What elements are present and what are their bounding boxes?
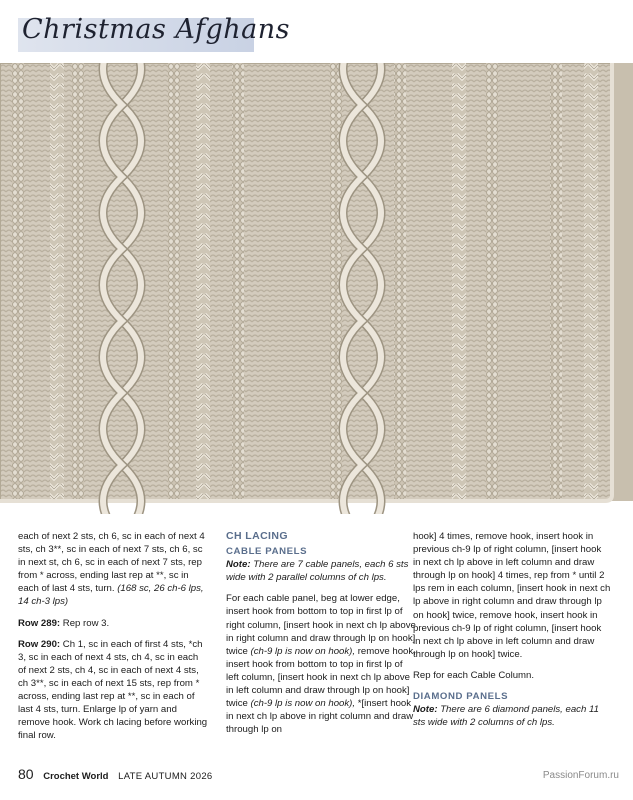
text-column-3 <box>413 530 611 737</box>
bobble-column <box>550 63 562 499</box>
paragraph: hook] 4 times, remove hook, insert hook in previous ch-9 lp of right column, [insert hook in next ch lp above in left column and draw through lp on hook] 4 times, rep from * until 2 lps rem in each column, [insert hook in next ch lp above in right column and draw through lp on hook] twice, remove hook, insert hook in previous ch-9 lp of right column, [insert hook in next ch lp above in left column and draw through lp on hook] twice. <box>413 531 611 660</box>
page-header-title: Christmas Afghans <box>22 14 290 45</box>
section-heading: CH LACING <box>226 530 288 542</box>
bobble-column <box>168 63 180 499</box>
bobble-column <box>232 63 244 499</box>
page-number: 80 <box>18 766 34 782</box>
bobble-column <box>394 63 406 499</box>
note: Note: There are 7 cable panels, each 6 sts wide with 2 parallel columns of ch lps. <box>226 559 409 584</box>
text-column-1 <box>18 530 208 750</box>
afghan-texture-image <box>0 63 633 514</box>
bobble-column <box>72 63 84 499</box>
bobble-column <box>486 63 498 499</box>
braid-cable <box>196 63 210 499</box>
row-290: Row 290: Ch 1, sc in each of first 4 sts, *ch 3, sc in each of next 4 sts, ch 4, sc in each of next 2 sts, ch 4, sc in each of next 4 sts, ch 3**, sc in each of next 15 sts, rep from * across, ending last rep at **, sc in each of last 4 sts, turn. Enlarge lp of yarn and remove hook. Work ch lacing before working final row. <box>18 638 208 742</box>
paragraph: Rep for each Cable Column. <box>413 669 535 681</box>
bobble-column <box>12 63 24 499</box>
page-footer <box>18 766 213 782</box>
watermark: PassionForum.ru <box>542 770 619 781</box>
row-289: Row 289: Rep row 3. <box>18 617 110 629</box>
paragraph: For each cable panel, beg at lower edge, insert hook from bottom to top in first lp of right column, [insert hook in next ch lp above in right column and draw through lp on hook] twice (ch-9 lp is now on hook), remove hook, insert hook from bottom to top in first lp of left column, [insert hook in next ch lp above in left column and draw through lp on hook] twice (ch-9 lp is now on hook), *[insert hook in next ch lp above in right column and draw through lp on <box>226 593 416 736</box>
text-column-2 <box>226 530 416 744</box>
braid-cable <box>452 63 466 499</box>
braid-cable <box>584 63 598 499</box>
afghan-photo <box>0 63 633 514</box>
note: Note: There are 6 diamond panels, each 11 sts wide with 2 columns of ch lps. <box>413 704 599 729</box>
paragraph: each of next 2 sts, ch 6, sc in each of next 4 sts, ch 3**, sc in each of next 7 sts, ch 6, sc in next st, ch 6, sc in each of next 7 sts, rep from * across, ending last rep at **, sc in each of last 4 sts, turn. (168 sc, 26 ch-6 lps, 14 ch-3 lps) <box>18 531 205 608</box>
braid-cable <box>50 63 64 499</box>
magazine-name: Crochet World <box>43 771 109 782</box>
sub-heading: DIAMOND PANELS <box>413 691 509 703</box>
issue-date: LATE AUTUMN 2026 <box>118 771 213 782</box>
sub-heading: CABLE PANELS <box>226 546 308 558</box>
